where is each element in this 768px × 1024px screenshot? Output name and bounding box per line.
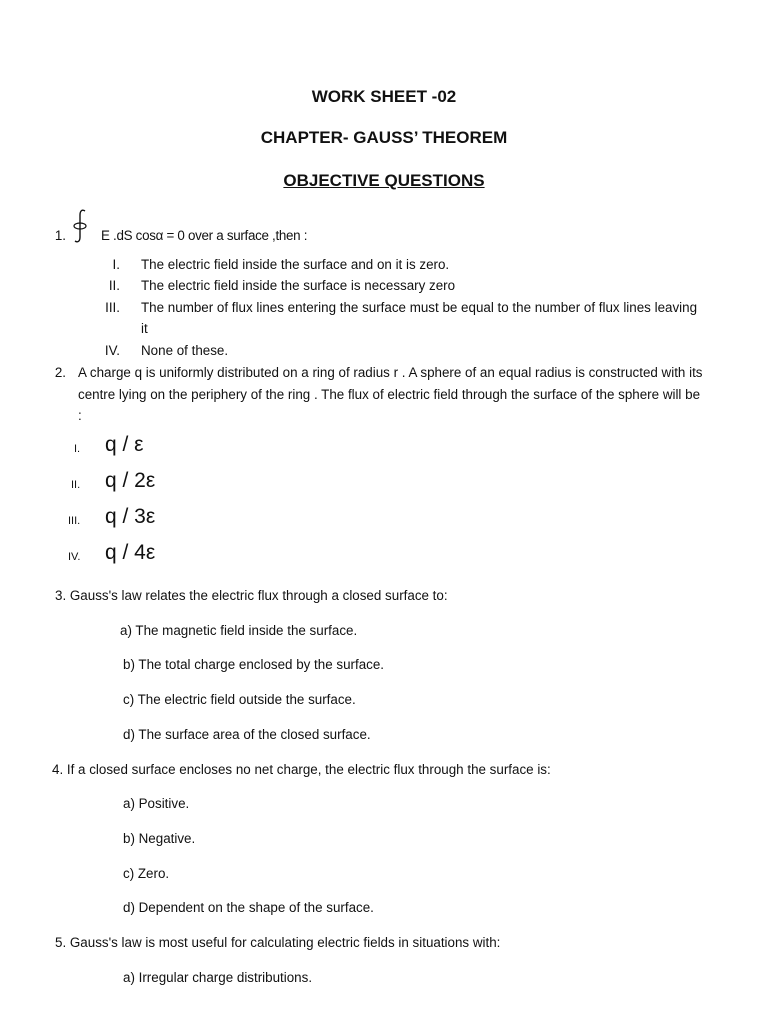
q1-stem: E .dS cosα = 0 over a surface ,then : — [101, 228, 308, 243]
q2-stem-line: : — [78, 408, 82, 423]
q2-option-formula: q / 3ε — [105, 505, 156, 528]
q4-option: a) Positive. — [123, 796, 190, 811]
q2-stem-line: centre lying on the periphery of the ring . The flux of electric field through the surface of the sphere will be — [78, 387, 701, 402]
q4-option: c) Zero. — [123, 866, 170, 881]
q5-stem: 5. Gauss's law is most useful for calculating electric fields in situations with: — [55, 935, 501, 950]
q4-option: d) Dependent on the shape of the surface. — [123, 900, 374, 915]
q1-option-text: None of these. — [141, 343, 229, 358]
q2-stem-line: A charge q is uniformly distributed on a ring of radius r . A sphere of an equal radius is constructed with its — [78, 365, 703, 380]
worksheet-title: WORK SHEET -02 — [311, 87, 457, 106]
q3-option: d) The surface area of the closed surface. — [123, 727, 371, 742]
q1-option-marker: I. — [112, 257, 120, 272]
q2-option-formula: q / 4ε — [105, 541, 156, 564]
q5-option: a) Irregular charge distributions. — [123, 970, 313, 985]
q2-option-marker: II. — [71, 479, 81, 491]
q2-option-marker: IV. — [68, 551, 81, 563]
q1-option-marker: IV. — [104, 343, 120, 358]
q1-number: 1. — [54, 228, 66, 243]
q2-option-formula: q / ε — [105, 433, 144, 456]
q1-option-marker: II. — [108, 278, 120, 293]
section-title: OBJECTIVE QUESTIONS — [283, 171, 485, 190]
q1-option-text: The number of flux lines entering the surface must be equal to the number of flux lines leaving — [141, 300, 698, 315]
q4-option: b) Negative. — [123, 831, 196, 846]
q2-option-marker: III. — [68, 515, 81, 527]
q3-option: b) The total charge enclosed by the surface. — [123, 657, 385, 672]
chapter-title: CHAPTER- GAUSS’ THEOREM — [260, 128, 508, 147]
q1-option-text: The electric field inside the surface and on it is zero. — [141, 257, 450, 272]
q4-stem: 4. If a closed surface encloses no net charge, the electric flux through the surface is: — [52, 762, 551, 777]
q3-option: c) The electric field outside the surface. — [123, 692, 356, 707]
q3-stem: 3. Gauss's law relates the electric flux through a closed surface to: — [55, 588, 448, 603]
q1-option-text-continued: it — [141, 321, 148, 336]
q1-option-text: The electric field inside the surface is necessary zero — [141, 278, 456, 293]
q1-option-marker: III. — [105, 300, 120, 315]
q2-number: 2. — [54, 365, 66, 380]
q3-option: a) The magnetic field inside the surface. — [120, 623, 358, 638]
q2-option-marker: I. — [74, 443, 81, 455]
q2-option-formula: q / 2ε — [105, 469, 156, 492]
contour-integral-icon — [70, 208, 92, 244]
